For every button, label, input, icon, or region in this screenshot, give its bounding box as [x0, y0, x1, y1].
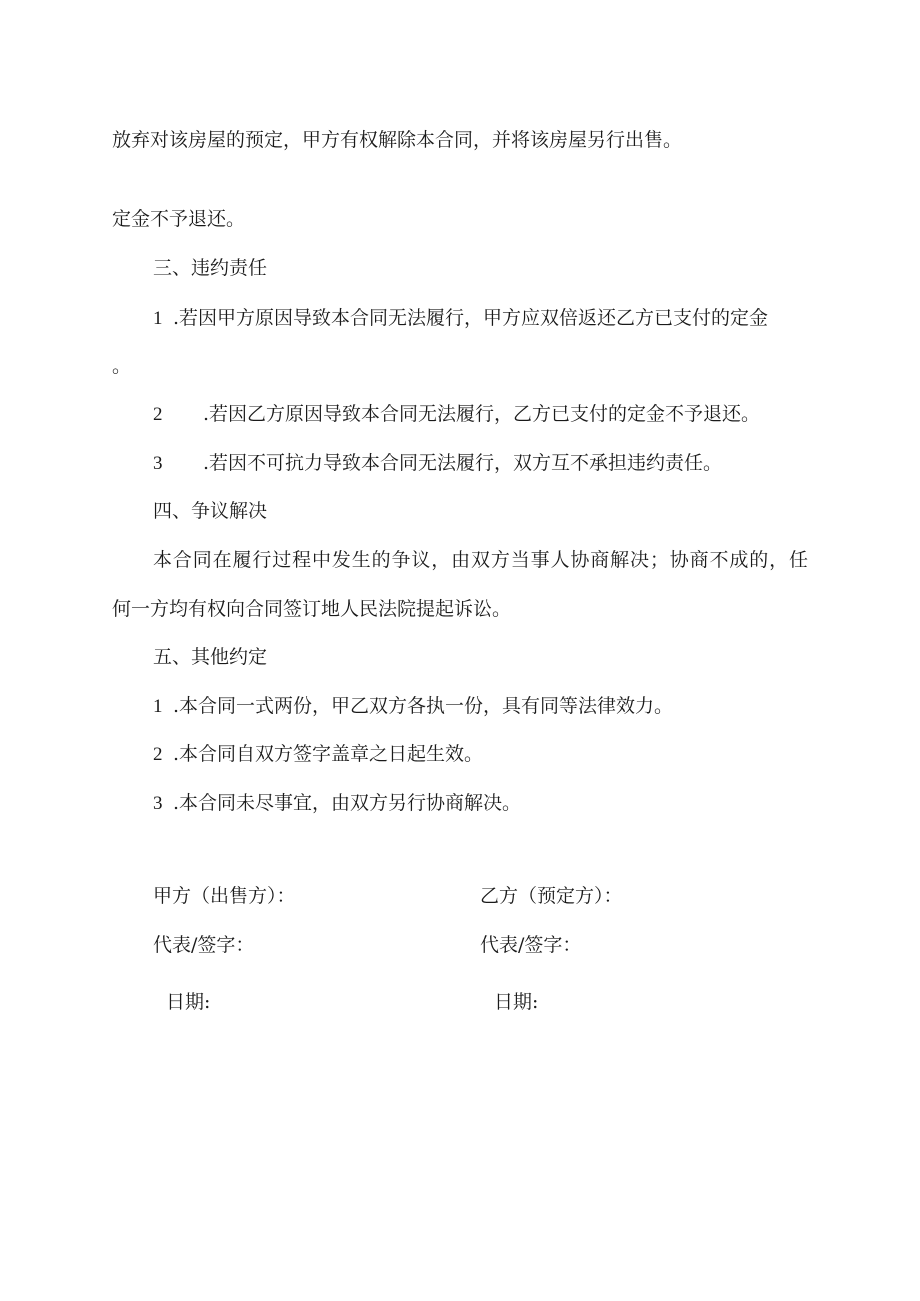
list-item-number: 2 [153, 744, 163, 765]
list-item [153, 697, 673, 716]
list-item-text: .若因不可抗力导致本合同无法履行，双方互不承担违约责任。 [203, 452, 723, 474]
list-item-number: 1 [153, 696, 163, 717]
section-heading: 四、争议解决 [153, 500, 268, 522]
list-item [153, 405, 760, 424]
section-heading: 五、其他约定 [153, 646, 268, 668]
list-item-number: 3 [153, 453, 163, 474]
party-b-representative-label: 代表/签字： [480, 934, 582, 956]
list-item-text: .本合同自双方签字盖章之日起生效。 [173, 743, 484, 765]
party-a-title: 甲方（出售方）： [153, 885, 296, 907]
party-a-date-label: 日期: [166, 991, 211, 1013]
list-item-number: 1 [153, 308, 163, 329]
list-item [153, 454, 722, 473]
paragraph-line: 本合同在履行过程中发生的争议，由双方当事人协商解决；协商不成的，任 [153, 549, 808, 571]
paragraph-line: 何一方均有权向合同签订地人民法院提起诉讼。 [112, 598, 512, 620]
list-item-number: 3 [153, 793, 163, 814]
list-item-text: .本合同未尽事宜，由双方另行协商解决。 [173, 792, 522, 814]
list-item [153, 794, 521, 813]
list-item-text: .本合同一式两份，甲乙双方各执一份，具有同等法律效力。 [173, 695, 674, 717]
section-heading: 三、违约责任 [153, 257, 268, 279]
list-item-number: 2 [153, 404, 163, 425]
list-item [153, 309, 768, 328]
list-item-text: .若因甲方原因导致本合同无法履行，甲方应双倍返还乙方已支付的定金 [173, 307, 769, 329]
list-item-text: .若因乙方原因导致本合同无法履行，乙方已支付的定金不予退还。 [203, 403, 761, 425]
party-b-date-label: 日期: [494, 991, 539, 1013]
party-b-title: 乙方（预定方）： [480, 885, 623, 907]
list-item [153, 745, 483, 764]
party-a-representative-label: 代表/签字： [153, 934, 255, 956]
paragraph-line: 放弃对该房屋的预定，甲方有权解除本合同，并将该房屋另行出售。 [112, 129, 683, 151]
paragraph-line: 定金不予退还。 [112, 208, 246, 230]
list-item-tail: 。 [112, 355, 132, 377]
